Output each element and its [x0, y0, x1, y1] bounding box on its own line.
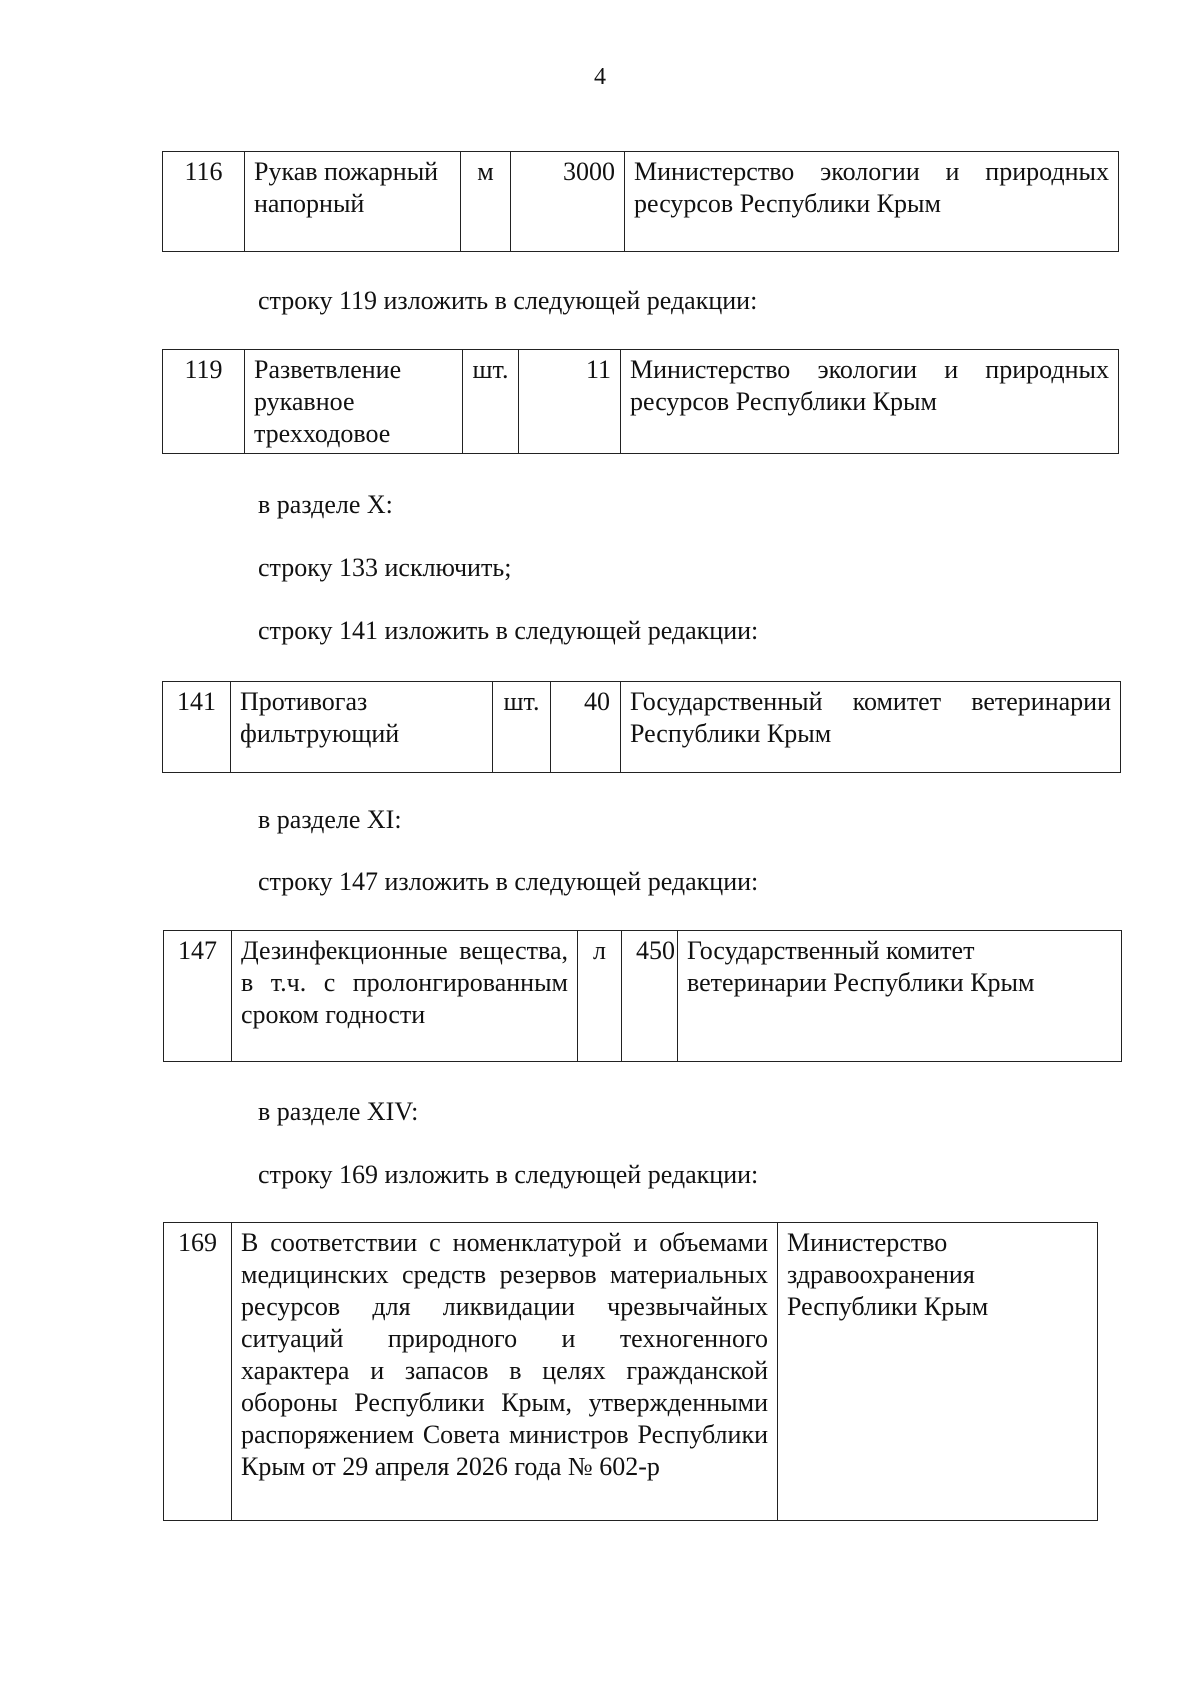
instruction-row-169: строку 169 изложить в следующей редакции:: [258, 1160, 759, 1189]
item-quantity: 40: [551, 682, 621, 773]
row-number: 116: [163, 152, 245, 252]
responsible-body: Министерство экологии и природных ресурсов Республики Крым: [621, 350, 1119, 454]
item-quantity: 450: [622, 931, 678, 1062]
item-unit: шт.: [463, 350, 519, 454]
table-row: [164, 931, 1122, 1062]
section-xiv-heading: в разделе XIV:: [258, 1097, 419, 1126]
item-name: Рукав пожарный напорный: [245, 152, 461, 252]
item-name: Противогаз фильтрующий: [231, 682, 493, 773]
table-row-119: [162, 349, 1119, 454]
responsible-body: Государственный комитет ветеринарии Республики Крым: [621, 682, 1121, 773]
responsible-body: Министерство здравоохранения Республики Крым: [778, 1223, 1098, 1521]
item-quantity: 3000: [511, 152, 625, 252]
responsible-body: Государственный комитет ветеринарии Республики Крым: [678, 931, 1122, 1062]
row-number: 119: [163, 350, 245, 454]
item-unit: шт.: [493, 682, 551, 773]
item-quantity: 11: [519, 350, 621, 454]
item-description: В соответствии с номенклатурой и объемами медицинских средств резервов материальных ресурсов для ликвидации чрезвычайных ситуаций природного и техногенного характера и запасов в целях гражданской обороны Республики Крым, утвержденными распоряжением Совета министров Республики Крым от 29 апреля 2026 года № 602-р: [232, 1223, 778, 1521]
item-unit: л: [578, 931, 622, 1062]
table-row-169: [163, 1222, 1098, 1521]
section-xi-heading: в разделе XI:: [258, 805, 402, 834]
section-x-heading: в разделе X:: [258, 490, 393, 519]
instruction-row-133: строку 133 исключить;: [258, 553, 512, 582]
table-row-141: [162, 681, 1121, 773]
item-unit: м: [461, 152, 511, 252]
instruction-row-119: строку 119 изложить в следующей редакции:: [258, 286, 758, 315]
row-number: 147: [164, 931, 232, 1062]
table-row: [163, 350, 1119, 454]
table-row: [163, 152, 1119, 252]
item-name: Разветвление рукавное трехходовое: [245, 350, 463, 454]
page-number: 4: [594, 64, 606, 90]
row-number: 169: [164, 1223, 232, 1521]
table-row-147: [163, 930, 1122, 1062]
table-row: [163, 682, 1121, 773]
table-row-116: [162, 151, 1119, 252]
instruction-row-147: строку 147 изложить в следующей редакции:: [258, 867, 759, 896]
row-number: 141: [163, 682, 231, 773]
responsible-body: Министерство экологии и природных ресурсов Республики Крым: [625, 152, 1119, 252]
item-name: Дезинфекционные вещества, в т.ч. с пролонгированным сроком годности: [232, 931, 578, 1062]
instruction-row-141: строку 141 изложить в следующей редакции:: [258, 616, 759, 645]
table-row: [164, 1223, 1098, 1521]
